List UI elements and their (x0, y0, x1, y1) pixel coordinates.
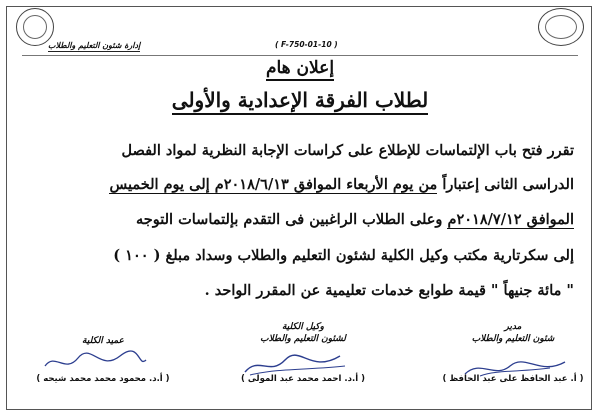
body-line-2 (34, 176, 574, 193)
body-line-3 (34, 211, 574, 228)
signature-middle (228, 322, 378, 384)
body-line-3-date: الموافق ٢٠١٨/٧/١٢م (447, 211, 574, 228)
header-divider (22, 55, 578, 56)
signature-middle-name: ( أ.د. احمد محمد عبد المولى ) (240, 374, 366, 384)
heading-text: لطلاب الفرقة الإعدادية والأولى (172, 88, 428, 115)
signature-middle-role: وكيل الكلية (281, 322, 325, 332)
form-code: ( F-750-01-10 ) (275, 40, 338, 49)
body-line-1: تقرر فتح باب الإلتماسات للإطلاع على كراسات الإجابة النظرية لمواد الفصل (121, 142, 574, 159)
signature-left-role: عميد الكلية (82, 336, 124, 346)
signature-left-name: ( أ.د. محمود محمد محمد شيحه ) (36, 374, 170, 384)
page-heading (0, 88, 600, 112)
signature-scribble-middle-icon (240, 350, 350, 380)
announcement-text: إعلان هام (266, 58, 334, 81)
signature-right-dept: شئون التعليم والطلاب (471, 334, 555, 344)
signature-right (438, 322, 588, 384)
body-line-4: إلى سكرتارية مكتب وكيل الكلية لشئون التعليم والطلاب وسداد مبلغ ( ١٠٠ ) (113, 247, 574, 264)
body-line-2-dates: من يوم الأربعاء الموافق ٢٠١٨/٦/١٣م إلى يوم الخميس (109, 176, 438, 193)
signature-scribble-left-icon (40, 348, 150, 378)
body-line-2-prefix: الدراسى الثانى إعتباراً (442, 176, 574, 193)
faculty-logo-icon (538, 8, 584, 46)
signature-scribble-right-icon (460, 354, 570, 382)
body-line-5: " مائة جنيهاً " قيمة طوابع خدمات تعليمية عن المقرر الواحد . (204, 282, 574, 299)
admin-label: إدارة شئون التعليم والطلاب (48, 41, 141, 50)
signature-right-name: ( أ. عبد الحافظ على عبد الحافظ ) (442, 374, 584, 384)
announcement-title (0, 58, 600, 78)
signature-left (28, 336, 178, 384)
body-line-3-suffix: وعلى الطلاب الراغبين فى التقدم بإلتماسات التوجه (136, 211, 443, 228)
signature-right-role: مدير (504, 322, 522, 332)
signature-middle-dept: لشئون التعليم والطلاب (260, 334, 346, 344)
